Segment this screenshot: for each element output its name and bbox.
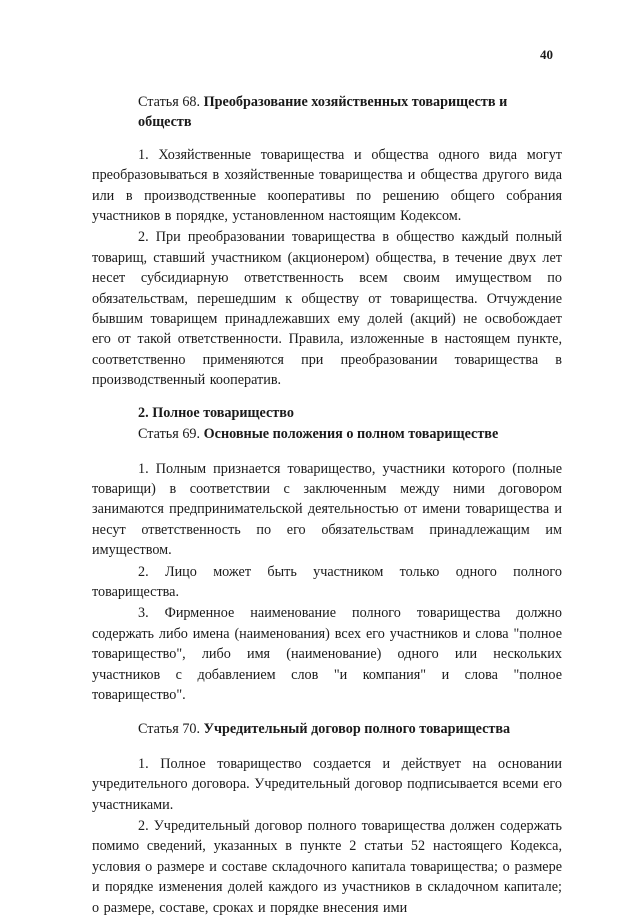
page-number: 40: [540, 47, 553, 62]
article-68-heading: [138, 92, 562, 133]
article-69-paragraph-3: 3. Фирменное наименование полного товарищества должно содержать либо имена (наименования) всех его участников и слова "полное товарищество", либо имя (наименование) одного или нескольких участников с добавлением слов "и компания" и слова "полное товарищество".: [92, 605, 562, 703]
article-69-paragraph-1: 1. Полным признается товарищество, участники которого (полные товарищи) в соответствии с заключенным между ними договором занимаются предпринимательской деятельностью от имени товарищества и несут ответственность по его обязательствам принадлежащим им имуществом.: [92, 460, 562, 559]
article-68-paragraph-1: 1. Хозяйственные товарищества и общества одного вида могут преобразовываться в хозяйственные товарищества и общества другого вида или в производственные кооперативы по решению общего собрания участников в порядке, установленном настоящим Кодексом.: [92, 146, 562, 225]
article-69-paragraph-2: 2. Лицо может быть участником только одного полного товарищества.: [92, 563, 562, 600]
document-body: [92, 86, 562, 918]
article-68-number: Статья 68.: [138, 94, 201, 110]
article-69-number: Статья 69.: [138, 426, 201, 443]
article-69-heading: [138, 424, 562, 444]
article-68-paragraph-2: 2. При преобразовании товарищества в общество каждый полный товарищ, ставший участником (акционером) общества, в течение двух лет несет субсидиарную ответственность всем своим имуществом по обязательствам, перешедшим к обществу от товарищества. Отчуждение бывшим товарищем принадлежавших ему долей (акций) не освобождает его от такой ответственности. Правила, изложенные в настоящем пункте, соответственно применяются при преобразовании товарищества в производственный кооператив.: [92, 229, 562, 389]
article-68-title: Преобразование хозяйственных товариществ и обществ: [138, 94, 508, 131]
article-70-number: Статья 70.: [138, 721, 201, 738]
article-70-heading: [138, 719, 562, 739]
article-70-paragraph-2: 2. Учредительный договор полного товарищества должен содержать помимо сведений, указанных в пункте 2 статьи 52 настоящего Кодекса, условия о размере и составе складочного капитала товарищества; о размере и порядке изменения долей каждого из участников в складочном капитале; о размере, составе, сроках и порядке внесения ими: [92, 818, 562, 916]
article-70-paragraph-1: 1. Полное товарищество создается и действует на основании учредительного договора. Учредительный договор подписывается всеми его участниками.: [92, 755, 562, 813]
article-69-title: Основные положения о полном товариществе: [203, 426, 499, 443]
section-2-heading: 2. Полное товарищество: [138, 404, 294, 421]
article-70-title: Учредительный договор полного товарищества: [203, 721, 511, 738]
